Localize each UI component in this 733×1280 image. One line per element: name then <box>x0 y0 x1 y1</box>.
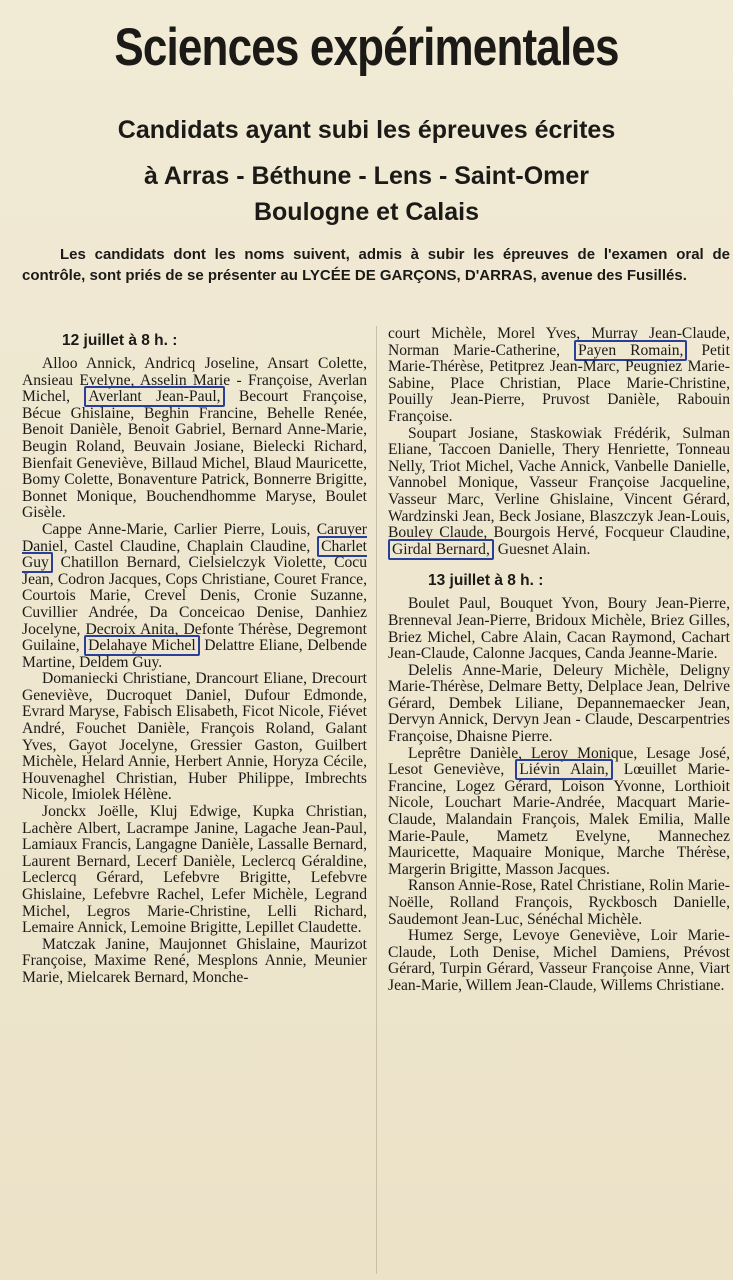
names-text: Petit Marie-Thérèse, Petitprez Jean-Marc, Peugniez Marie-Sabine, Place Christian, Place Marie-Christine, Pouilly Jean-Pierre, Pruvost Danièle, Rabouin Françoise. <box>388 341 730 425</box>
names-text: Soupart Josiane, Staskowiak Frédérik, Sulman Eliane, Taccoen Danielle, Thery Henriette, Tonneau Nelly, Triot Michel, Vache Annick, Vanbelle Danielle, Vannobel Monique, Vasseur Françoise Jacqueline, Vasseur Marc, Verline Ghislaine, Vincent Gérard, Wardzinski Jean, Beck Josiane, Blaszczyk Jean-Louis, Bouley Claude, Bourgois Hervé, Focqueur Claudine, <box>388 424 730 542</box>
list-paragraph: Domaniecki Christiane, Drancourt Eliane, Drecourt Geneviève, Ducroquet Daniel, Dufour Edmonde, Evrard Maryse, Fabisch Elisabeth, Ficot Nicole, Fiévet André, Fouchet Danièle, François Roland, Galant Yves, Gayot Jocelyne, Gressier Gaston, Guilbert Michèle, Helard Annie, Herbert Annie, Horyza Cécile, Houvenaghel Christian, Huber Philippe, Imbrechts Nicole, Imiolek Hélène. <box>22 670 367 804</box>
right-column <box>388 326 730 995</box>
list-paragraph <box>22 356 367 522</box>
list-paragraph <box>22 522 367 671</box>
marked-name: Charlet Guy <box>22 537 367 572</box>
list-paragraph: Ranson Annie-Rose, Ratel Christiane, Rolin Marie-Noëlle, Rolland François, Ryckbosch Danielle, Saudemont Jean-Luc, Sénéchal Michèle. <box>388 877 730 928</box>
names-text: court Michèle, Morel Yves, Murray Jean-Claude, Norman Marie-Catherine, <box>388 325 730 359</box>
intro-paragraph: Les candidats dont les noms suivent, admis à subir les épreuves de l'examen oral de contrôle, sont priés de se présenter au LYCÉE DE GARÇONS, D'ARRAS, avenue des Fusillés. <box>22 246 730 284</box>
marked-name: Averlant Jean-Paul, <box>84 386 224 407</box>
subtitle-line-3: Boulogne et Calais <box>253 198 480 226</box>
marked-name: Liévin Alain, <box>515 759 612 780</box>
subtitle-line-2: à Arras - Béthune - Lens - Saint-Omer <box>144 162 589 190</box>
subtitle-line-1: Candidats ayant subi les épreuves écrites <box>117 116 616 144</box>
list-paragraph: Humez Serge, Levoye Geneviève, Loir Marie-Claude, Loth Denise, Michel Damiens, Prévost Gérard, Turpin Gérard, Vasseur Françoise Anne, Viart Jean-Marie, Willem Jean-Claude, Willems Christiane. <box>388 927 730 994</box>
names-text: Delattre Eliane, Delbende Martine, Deldem Guy. <box>22 637 367 671</box>
list-paragraph: Boulet Paul, Bouquet Yvon, Boury Jean-Pierre, Brenneval Jean-Pierre, Bridoux Michèle, Briez Gilles, Briez Michel, Cabre Alain, Cacan Raymond, Cachart Jean-Claude, Calonne Jacques, Canda Jeanne-Marie. <box>388 595 730 663</box>
column-divider <box>376 326 377 1274</box>
list-paragraph <box>388 746 730 879</box>
list-paragraph <box>388 426 730 559</box>
headline: Sciences expérimentales <box>114 18 619 77</box>
marked-name: Girdal Bernard, <box>388 539 494 560</box>
names-text: Chatillon Bernard, Cielsielczyk Violette, Cocu Jean, Codron Jacques, Cops Christiane, Couret France, Courtois Marie, Crevel Denis, Cronie Suzanne, Cuvillier Andrée, Da Conceicao Denise, Danhiez Jocelyne, Decroix Anita, Defonte Thérèse, Degremont Guilaine, <box>22 554 367 655</box>
names-text: Guesnet Alain. <box>493 540 591 558</box>
names-text: Cappe Anne-Marie, Carlier Pierre, Louis, Caruyer Daniel, Castel Claudine, Chaplain Claudine, <box>22 520 367 555</box>
list-paragraph: Delelis Anne-Marie, Deleury Michèle, Deligny Marie-Thérèse, Delmare Betty, Delplace Jean, Delrive Gérard, Dembek Liliane, Depannemaecker Jean, Dervyn Annick, Dervyn Jean - Claude, Descarpentries Françoise, Dhaisne Pierre. <box>388 661 730 746</box>
marked-name: Payen Romain, <box>574 340 687 361</box>
left-column <box>22 326 367 987</box>
marked-name: Delahaye Michel <box>84 635 200 656</box>
list-paragraph: Matczak Janine, Maujonnet Ghislaine, Maurizot Françoise, Maxime René, Mesplons Annie, Meunier Marie, Mielcarek Bernard, Monche- <box>22 935 367 986</box>
names-text: Becourt Françoise, Bécue Ghislaine, Beghin Francine, Behelle Renée, Benoit Danièle, Benoit Gabriel, Bernard Anne-Marie, Beugin Roland, Beuvain Josiane, Bielecki Richard, Bienfait Geneviève, Billaud Michel, Blaud Mauricette, Bomy Colette, Bonaventure Patrick, Bonnerre Brigitte, Bonnet Monique, Bouchendhomme Maryse, Boulet Gisèle. <box>22 388 368 522</box>
date-heading-12-july: 12 juillet à 8 h. : <box>62 332 178 349</box>
list-paragraph <box>388 326 730 426</box>
names-text: Lœuillet Marie-Francine, Logez Gérard, Loison Yvonne, Lorthioit Nicole, Louchart Marie-Andrée, Macquart Marie-Claude, Malandain François, Malek Emilia, Malle Marie-Paule, Mametz Evelyne, Mannechez Mauricette, Maquaire Monique, Marche Thérèse, Margerin Brigitte, Masson Jacques. <box>388 761 730 878</box>
list-paragraph: Jonckx Joëlle, Kluj Edwige, Kupka Christian, Lachère Albert, Lacrampe Janine, Lagache Jean-Paul, Lamiaux Francis, Langagne Danièle, Lassalle Bernard, Laurent Bernard, Lecerf Danièle, Leclercq Géraldine, Leclercq Gérard, Lefebvre Brigitte, Lefebvre Ghislaine, Lefebvre Rachel, Lefer Michèle, Legrand Michel, Legros Marie-Christine, Lelli Richard, Lemaire Annick, Lemoine Brigitte, Lepillet Claudette. <box>22 803 367 937</box>
names-text: Alloo Annick, Andricq Joseline, Ansart Colette, Ansieau Evelyne, Asselin Marie - Françoise, Averlan Michel, <box>22 355 367 406</box>
date-heading-13-july: 13 juillet à 8 h. : <box>428 572 544 590</box>
names-text: Leprêtre Danièle, Leroy Monique, Lesage José, Lesot Geneviève, <box>388 744 730 779</box>
